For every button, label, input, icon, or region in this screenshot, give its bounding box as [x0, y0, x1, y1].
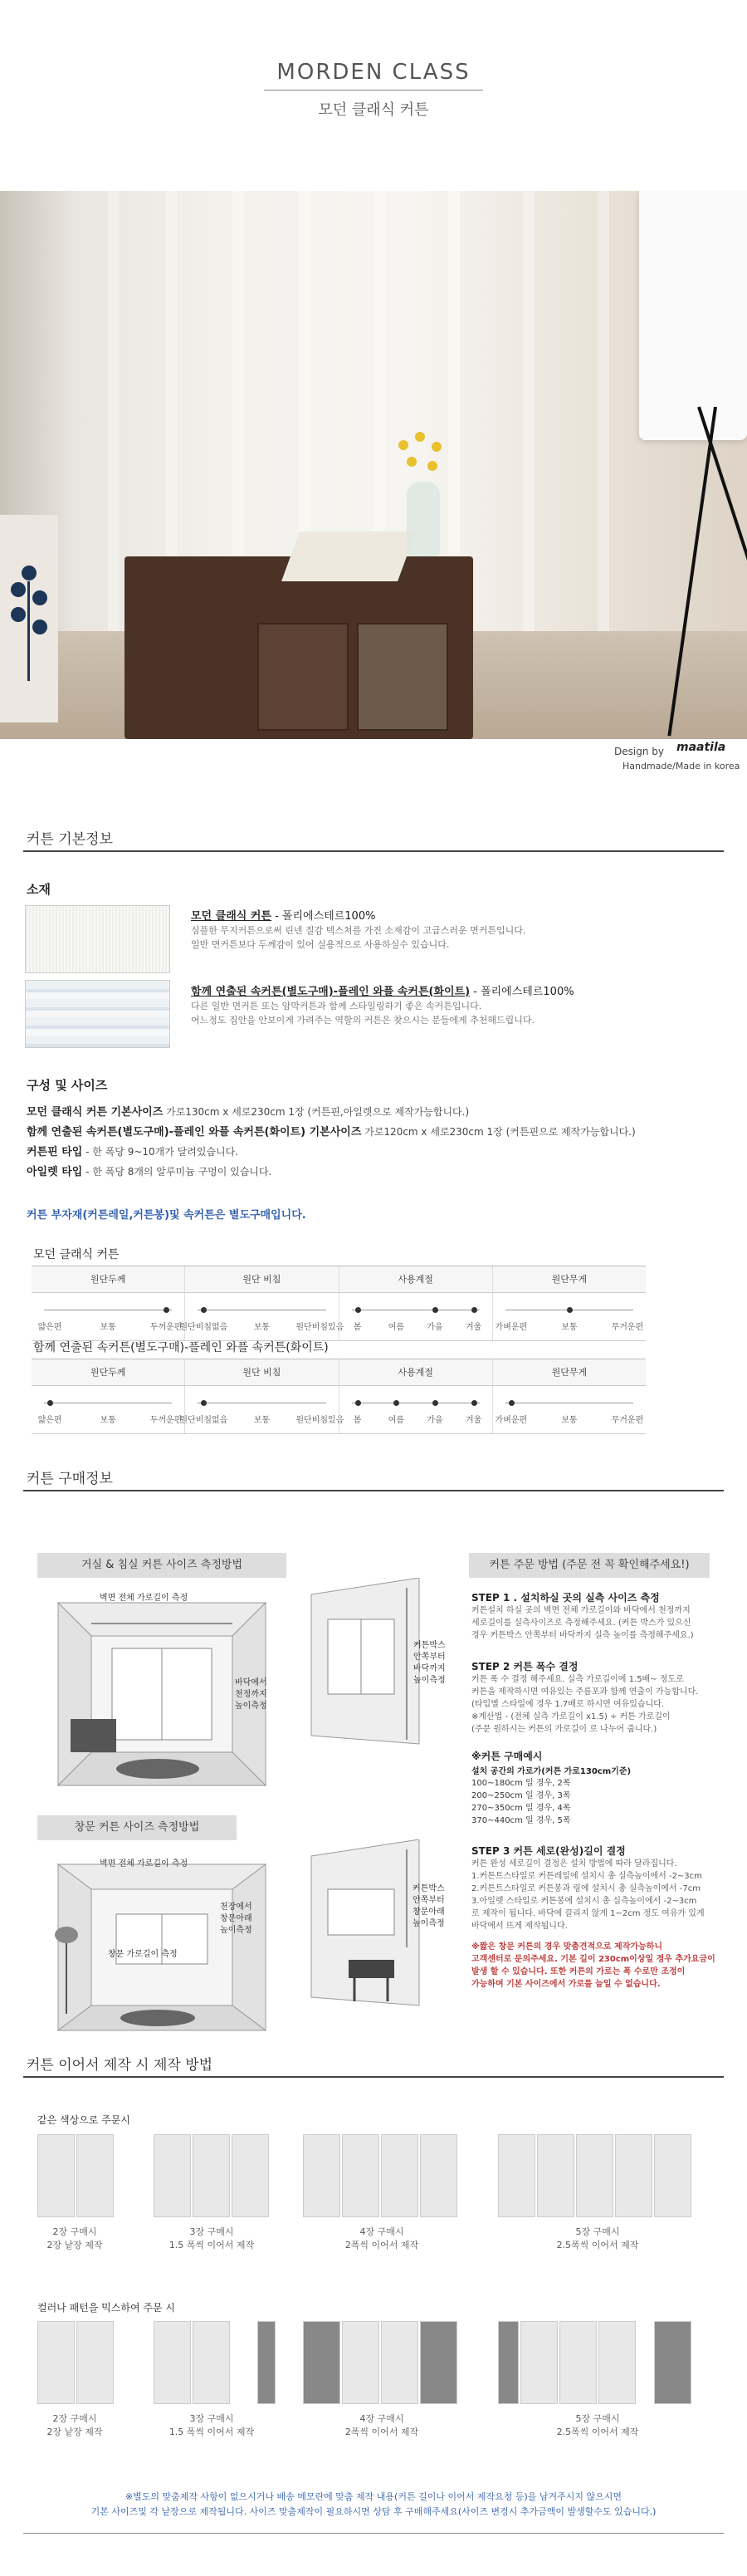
mixed-color-panels	[0, 2321, 747, 2412]
attr-scale-marker	[509, 1400, 515, 1406]
attr-scale-cell	[179, 1386, 344, 1433]
attr-scale-marker	[393, 1400, 399, 1406]
living-side-label: 바닥에서 천정까지 높이측정	[235, 1678, 267, 1711]
section-divider	[23, 850, 724, 852]
attr-table-2	[32, 1359, 646, 1434]
attr-scale-label: 무거운편	[611, 1323, 644, 1332]
footer-divider	[23, 2533, 724, 2534]
attr-scale-label: 봄	[353, 1416, 362, 1425]
same-caption-4: 4장 구매시 2폭씩 이어서 제작	[344, 2226, 419, 2250]
attr-scale-marker	[432, 1307, 438, 1313]
attr-scale-label: 겨울	[465, 1323, 482, 1332]
window-top-label: 벽면 전체 가로길이 측정	[100, 1859, 188, 1868]
attr-scale-label: 봄	[353, 1323, 362, 1332]
attr-header-cell: 원단무게	[492, 1359, 646, 1385]
attr-header-cell: 원단무게	[492, 1266, 646, 1292]
attr-scale-cell	[339, 1293, 492, 1340]
attr-scale-label: 보통	[253, 1416, 271, 1425]
window-measure-title: 창문 커튼 사이즈 측정방법	[37, 1815, 237, 1840]
attr-scale-label: 가벼운편	[495, 1323, 528, 1332]
attr-scale-label: 가벼운편	[495, 1416, 528, 1425]
attr-scale-marker	[567, 1307, 573, 1313]
mixed-caption-4: 4장 구매시 2폭씩 이어서 제작	[344, 2413, 419, 2437]
comp-line-2: 함께 연출된 속커튼(별도구매)-플레인 와플 속커튼(화이트) 기본사이즈 가로120cm x 세로230cm 1장 (커튼핀으로 제작가능합니다.)	[27, 1126, 636, 1139]
design-by-label: Design by	[614, 746, 664, 757]
section-title-joining: 커튼 이어서 제작 시 제작 방법	[27, 2057, 213, 2074]
attr-header-cell: 원단두께	[90, 1274, 126, 1285]
living-side2-label: 커튼박스 안쪽부터 바닥까지 높이측정	[413, 1641, 446, 1685]
order-method-title: 커튼 주문 방법 (주문 전 꼭 확인해주세요!)	[469, 1553, 710, 1578]
purchase-example-sub: 설치 공간의 가로가(커튼 가로130cm기준)	[471, 1767, 632, 1776]
window-side-label: 천장에서 창문아래 높이측정	[220, 1903, 252, 1935]
section-divider	[23, 2076, 724, 2078]
step2-text: 커튼 폭 수 결정 해주세요. 실측 가로길이에 1.5배~ 정도로 커튼을 제작하시면 여유있는 주름포과 함께 연출이 가능합니다. (타입별 스타일에 경우 1.7배로 하시면 여유있습니다. ※계산법 - (전체 실측 가로길이 x1.5) ÷ 커튼 가로길이 (주문 원하시는 커튼의 가로길이 로 나누어 줍니다.)	[471, 1675, 699, 1734]
attr-scale-label: 무거운편	[611, 1416, 644, 1425]
attr-scale-label: 두꺼운편	[149, 1323, 183, 1332]
attr-scale-label: 가을	[427, 1416, 443, 1425]
attr-scale-label: 얇은편	[37, 1416, 62, 1425]
title-divider	[264, 90, 483, 91]
living-top-label: 벽면 전체 가로길이 측정	[100, 1594, 188, 1603]
attr-scale-label: 여름	[388, 1323, 404, 1332]
purchase-example-lines: 100~180cm 일 경우, 2폭 200~250cm 일 경우, 3폭 270~350cm 일 경우, 4폭 370~440cm 일 경우, 5폭	[471, 1779, 571, 1825]
composition-label: 구성 및 사이즈	[27, 1078, 108, 1093]
maatila-logo: maatila	[676, 741, 726, 754]
attr-scale-marker	[355, 1400, 361, 1406]
window-bottom-label: 창문 가로길이 측정	[108, 1950, 178, 1959]
same-caption-2: 2장 구매시 2장 낱장 제작	[46, 2226, 103, 2250]
material-desc-2: 다른 일반 면커튼 또는 암막커튼과 함께 스타일링하기 좋은 속커튼입니다. 어느정도 집안을 안보이게 가려주는 역할의 커튼은 찾으시는 분들에게 추천해드립니다.	[191, 1001, 535, 1026]
step3-title: STEP 3 커튼 세로(완성)길이 결정	[471, 1845, 626, 1857]
window-side2-label: 커튼박스 안쪽부터 창문아래 높이측정	[413, 1884, 445, 1928]
step1-title: STEP 1 . 설치하실 곳의 실측 사이즈 측정	[471, 1592, 660, 1604]
attr-scale-marker	[47, 1400, 53, 1406]
attr-scale-label: 보통	[100, 1416, 116, 1425]
window-room-diagram	[42, 1848, 282, 2039]
attr-scale-marker	[432, 1400, 438, 1406]
comp-line-4: 아일렛 타입 - 한 폭당 8개의 알루미늄 구멍이 있습니다.	[27, 1166, 272, 1178]
attr-header-cell: 사용계절	[339, 1266, 492, 1292]
attr-scale-cell	[179, 1293, 344, 1340]
attr-scale-label: 원단비침있음	[295, 1323, 344, 1332]
same-color-title: 같은 색상으로 주문시	[37, 2114, 130, 2126]
product-photo	[0, 191, 747, 739]
attr-scale-label: 보통	[100, 1323, 116, 1332]
same-caption-3: 3장 구매시 1.5 폭씩 이어서 제작	[168, 2226, 255, 2250]
step3-text: 커튼 완성 세로길이 결정은 설치 방법에 따라 달라집니다. 1.커튼트스타일로 커튼레일에 설치시 총 실측높이에서 -2~3cm 2.커튼트스타일로 커튼봉과 링에 설치시 총 실측높이에서 -7cm 3.아일렛 스타일로 커튼봉에 설치시 총 실측높이에서 -2~3cm 로 제작이 됩니다. 바닥에 끌리지 않게 1~2cm 정도 여유가 있게 바닥에서 뜨게 제작됩니다.	[471, 1859, 705, 1931]
attr-scale-label: 원단비침있음	[295, 1416, 344, 1425]
attr-header-cell: 원단 비침	[184, 1266, 338, 1292]
footnote: ※별도의 맞춤제작 사항이 없으시거나 배송 메모란에 맞춤 제작 내용(커튼 길이나 이어서 제작요청 등)을 남겨주시지 않으시면 기본 사이즈및 각 낱장으로 제작됩니다. 사이즈 맞춤제작이 필요하시면 상담 후 구매해주세요(사이즈 변경시 추가금액이 발생할수도 있습니다.)	[90, 2491, 657, 2517]
attr-scale-cell	[339, 1386, 492, 1433]
step1-text: 커튼설치 하실 곳의 벽면 전체 가로길이와 바닥에서 천정까지 세로길이를 실측사이즈로 측정해주세요. (커튼 박스가 있으신 경우 커튼박스 안쪽부터 바닥까지 실측 높이를 측정해주세요.)	[471, 1606, 694, 1640]
section-divider	[23, 1490, 724, 1491]
material-desc-1: 심플한 무지커튼으로써 린넨 질감 텍스쳐를 가진 소재감이 고급스러운 면커튼입니다. 일반 면커튼보다 두께감이 있어 실용적으로 사용하실수 있습니다.	[191, 925, 526, 950]
attr-scale-cell	[32, 1386, 184, 1433]
notice-separate-purchase: 커튼 부자재(커튼레일,커튼봉)및 속커튼은 별도구매입니다.	[27, 1209, 306, 1222]
same-caption-5: 5장 구매시 2.5폭씩 이어서 제작	[556, 2226, 639, 2250]
section-title-purchase: 커튼 구매정보	[27, 1471, 113, 1487]
material-label: 소재	[27, 882, 51, 897]
attr-table-1	[32, 1266, 646, 1341]
mixed-color-title: 컬러나 패턴을 믹스하여 주문 시	[37, 2302, 175, 2314]
section-title-basic: 커튼 기본정보	[27, 831, 113, 848]
attr-scale-cell	[492, 1293, 646, 1340]
table-title-2: 함께 연출된 속커튼(별도구매)-플레인 와플 속커튼(화이트)	[33, 1341, 329, 1354]
attr-scale-label: 원단비침없음	[179, 1323, 228, 1332]
attr-table-body	[32, 1293, 646, 1341]
attr-scale-label: 보통	[561, 1323, 578, 1332]
purchase-example-title: ※커튼 구매예시	[471, 1751, 543, 1762]
attr-scale-marker	[201, 1400, 207, 1406]
fabric-swatch-inner	[25, 980, 170, 1048]
comp-line-3: 커튼핀 타입 - 한 폭당 9~10개가 달려있습니다.	[27, 1146, 239, 1158]
attr-scale-label: 가을	[427, 1323, 443, 1332]
attr-table-body	[32, 1386, 646, 1434]
mixed-caption-3: 3장 구매시 1.5 폭씩 이어서 제작	[168, 2413, 255, 2437]
made-in-label: Handmade/Made in korea	[622, 761, 740, 771]
brand-title: MORDEN CLASS	[276, 60, 471, 85]
step3-warning: ※짧은 창문 커튼의 경우 맞춤견적으로 제작가능하니 고객센터로 문의주세요. 기본 길이 230cm이상일 경우 추가요금이 발생 할 수 있습니다. 또한 커튼의 가로는 폭 수로만 조정이 가능하며 기본 사이즈에서 가로를 늘일 수 없습니다.	[471, 1942, 715, 1989]
attr-scale-label: 얇은편	[37, 1323, 62, 1332]
mixed-caption-5: 5장 구매시 2.5폭씩 이어서 제작	[556, 2413, 639, 2437]
step2-title: STEP 2 커튼 폭수 결정	[471, 1661, 579, 1672]
attr-scale-label: 겨울	[465, 1416, 482, 1425]
attr-scale-cell	[492, 1386, 646, 1433]
brand-subtitle: 모던 클래식 커튼	[318, 101, 429, 119]
attr-scale-marker	[355, 1307, 361, 1313]
same-color-panels	[0, 2134, 747, 2226]
living-measure-title: 거실 & 침실 커튼 사이즈 측정방법	[37, 1553, 286, 1578]
attr-scale-label: 여름	[388, 1416, 404, 1425]
attr-header-cell: 원단두께	[90, 1367, 126, 1378]
material-name-2: 함께 연출된 속커튼(별도구매)-플레인 와플 속커튼(화이트) - 폴리에스테르100%	[191, 986, 574, 998]
attr-scale-marker	[164, 1307, 169, 1313]
comp-line-1: 모던 클래식 커튼 기본사이즈 가로130cm x 세로230cm 1장 (커튼핀,아일렛으로 제작가능합니다.)	[27, 1106, 470, 1119]
attr-table-header	[32, 1266, 646, 1293]
attr-scale-marker	[471, 1400, 477, 1406]
material-name-1: 모던 클래식 커튼 - 폴리에스테르100%	[191, 910, 376, 923]
attr-scale-cell	[32, 1293, 184, 1340]
fabric-swatch-main	[25, 905, 170, 973]
attr-header-cell: 사용계절	[339, 1359, 492, 1385]
attr-header-cell: 원단 비침	[184, 1359, 338, 1385]
attr-scale-label: 두꺼운편	[149, 1416, 183, 1425]
attr-scale-label: 보통	[561, 1416, 578, 1425]
attr-scale-label: 원단비침없음	[179, 1416, 228, 1425]
attr-scale-label: 보통	[253, 1323, 271, 1332]
table-title-1: 모던 클래식 커튼	[33, 1248, 120, 1261]
attr-table-header	[32, 1359, 646, 1386]
mixed-caption-2: 2장 구매시 2장 낱장 제작	[46, 2413, 103, 2437]
attr-scale-marker	[201, 1307, 207, 1313]
attr-scale-marker	[471, 1307, 477, 1313]
